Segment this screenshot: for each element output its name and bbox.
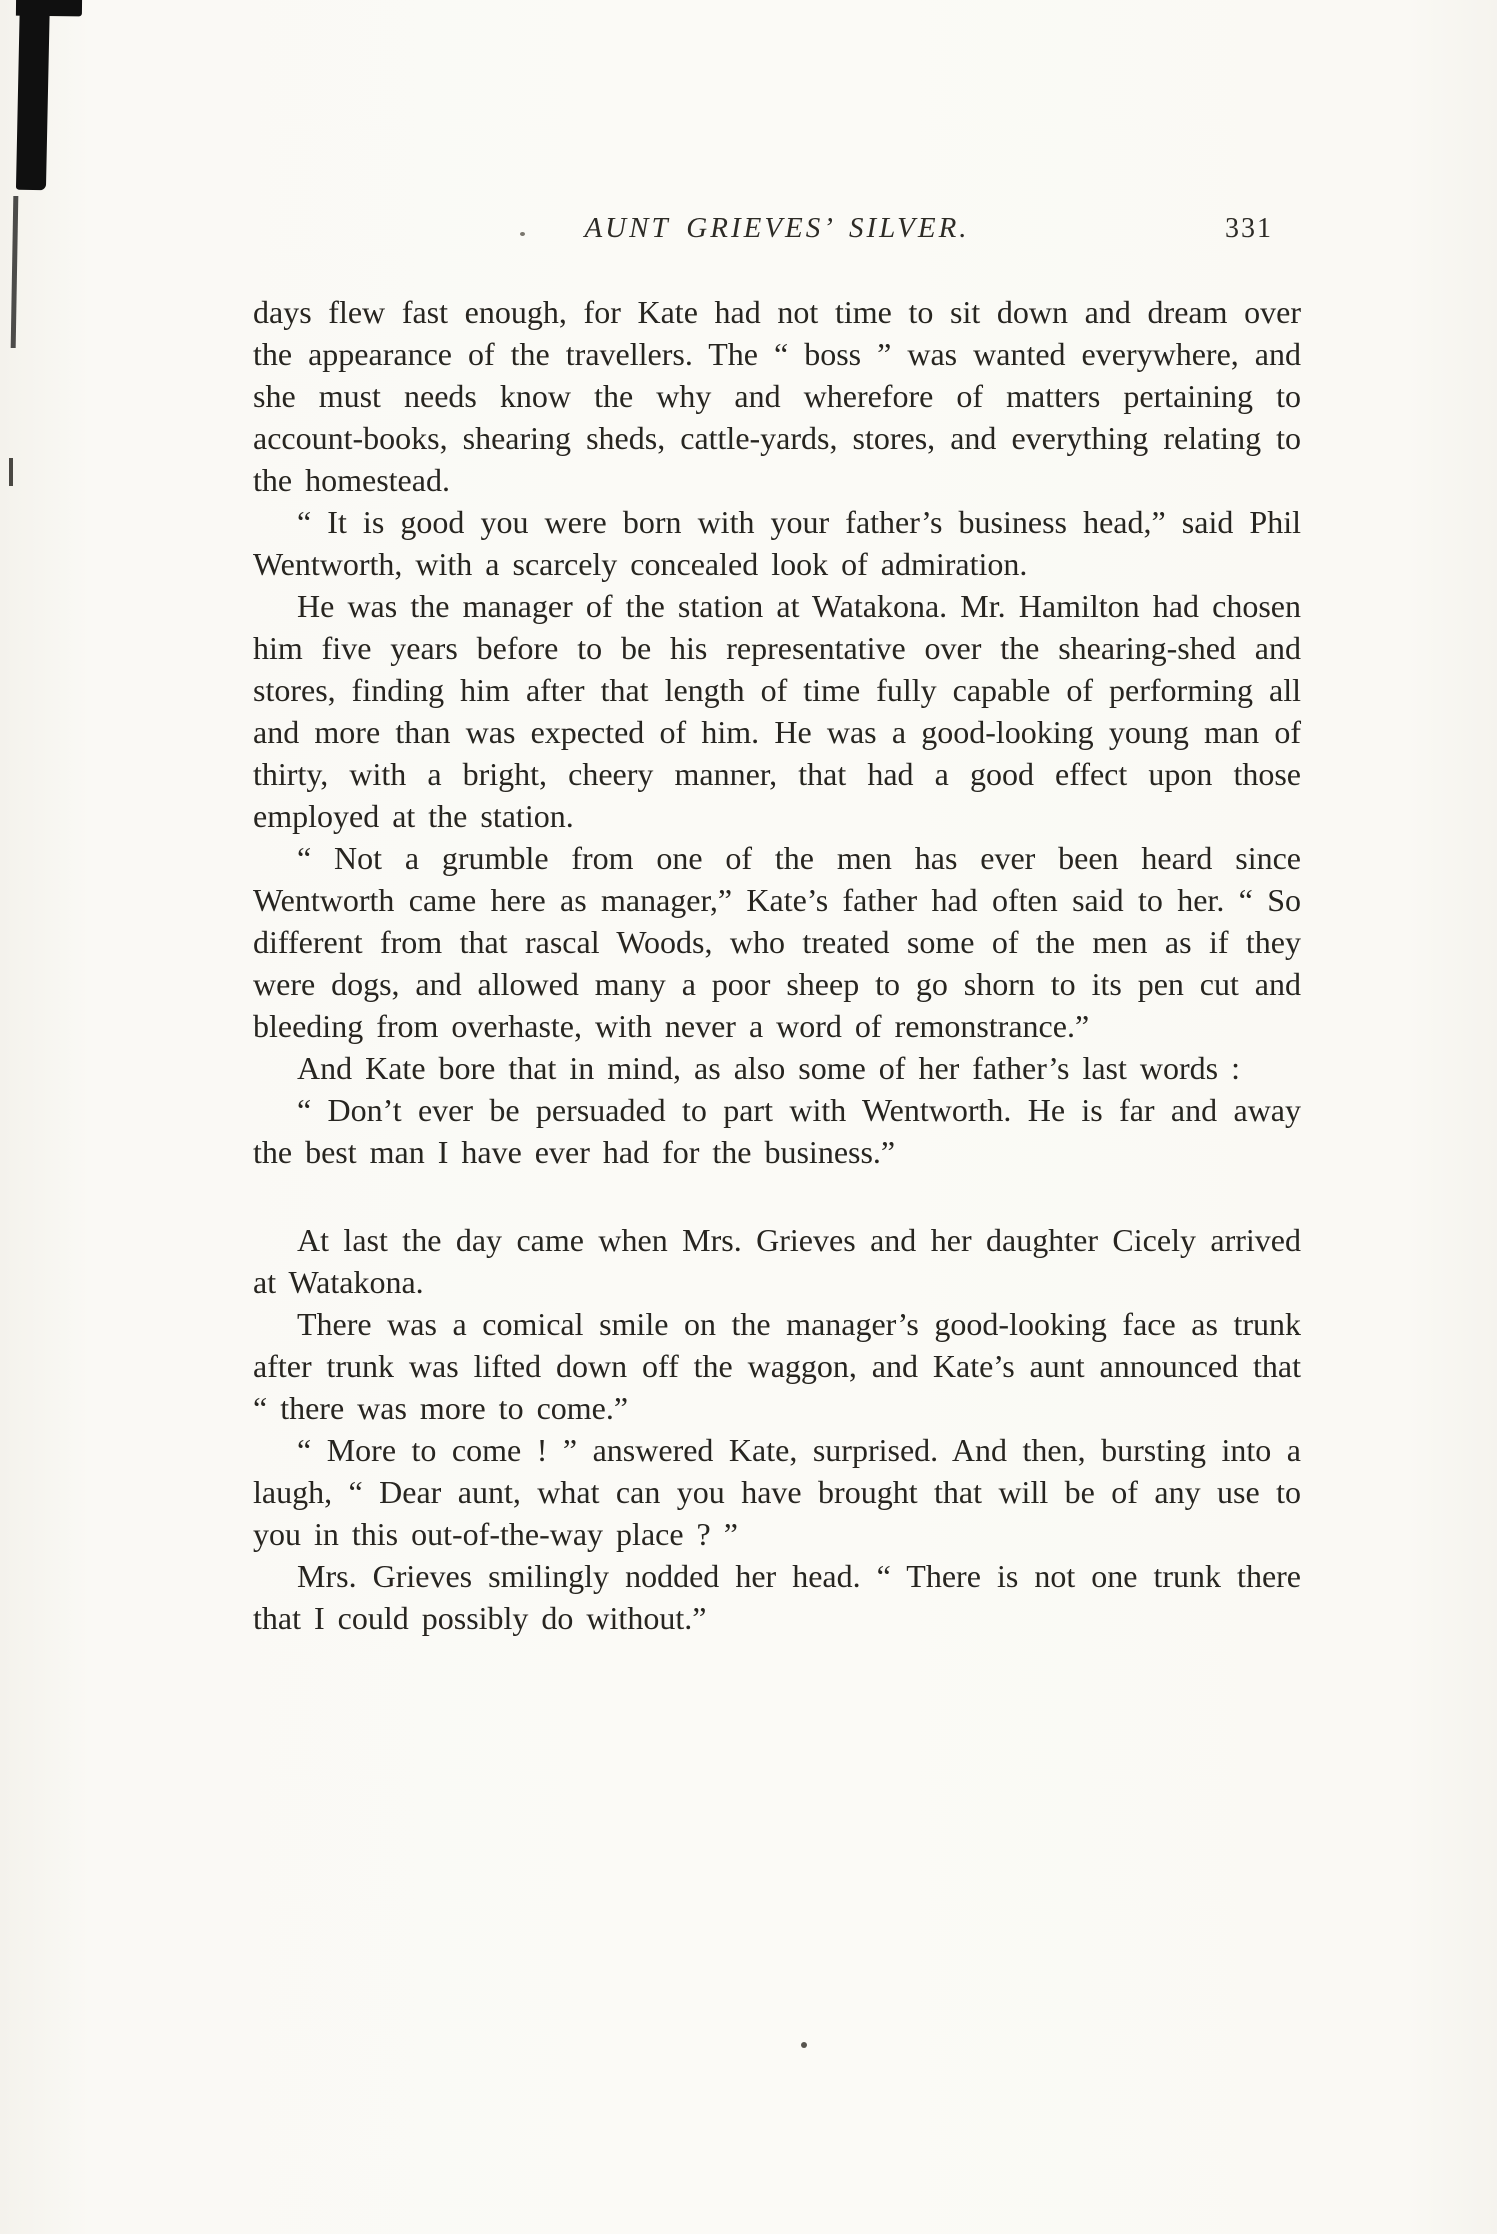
scan-artifact-corner-bracket-cap (16, 0, 82, 16)
paragraph: “ Don’t ever be persuaded to part with Wentworth. He is far and away the best man I have ever had for the business.” (253, 1092, 1301, 1170)
page-text (253, 291, 1301, 1639)
page-header (253, 212, 1301, 245)
paragraph: “ More to come ! ” answered Kate, surprised. And then, bursting into a laugh, “ Dear aunt, what can you have brought that will be of any use to you in this out-of-the-way place ? ” (253, 1432, 1301, 1552)
paragraph: “ Not a grumble from one of the men has ever been heard since Wentworth came here as manager,” Kate’s father had often said to her. “ So different from that rascal Woods, who treated some of the men as if they were dogs, and allowed many a poor sheep to go shorn to its pen cut and bleeding from overhaste, with never a word of remonstrance.” (253, 840, 1301, 1044)
paragraph: There was a comical smile on the manager’s good-looking face as trunk after trunk was lifted down off the waggon, and Kate’s aunt announced that “ there was more to come.” (253, 1306, 1301, 1426)
page-number: 331 (1225, 213, 1273, 244)
scan-artifact-bottom-dot (801, 2042, 807, 2048)
paragraph: days flew fast enough, for Kate had not time to sit down and dream over the appearance of the travellers. The “ boss ” was wanted everywhere, and she must needs know the why and wherefore of matters pertaining to account-books, shearing sheds, cattle-yards, stores, and everything relating to the homestead. (253, 294, 1301, 498)
paragraph: He was the manager of the station at Watakona. Mr. Hamilton had chosen him five years before to be his representative over the shearing-shed and stores, finding him after that length of time fully capable of performing all and more than was expected of him. He was a good-looking young man of thirty, with a bright, cheery manner, that had a good effect upon those employed at the station. (253, 588, 1301, 834)
paragraph: And Kate bore that in mind, as also some of her father’s last words : (297, 1050, 1240, 1086)
paragraph: “ It is good you were born with your father’s business head,” said Phil Wentworth, with a scarcely concealed look of admiration. (253, 504, 1301, 582)
scan-artifact-margin-tick (9, 458, 13, 486)
page-content (253, 212, 1301, 1639)
paragraph: Mrs. Grieves smilingly nodded her head. “ There is not one trunk there that I could possibly do without.” (253, 1558, 1301, 1636)
scan-artifact-corner-bracket (16, 0, 50, 190)
running-header-title: AUNT GRIEVES’ SILVER. (584, 212, 970, 244)
paragraph: At last the day came when Mrs. Grieves and her daughter Cicely arrived at Watakona. (253, 1222, 1301, 1300)
scan-artifact-edge-line (11, 196, 19, 348)
